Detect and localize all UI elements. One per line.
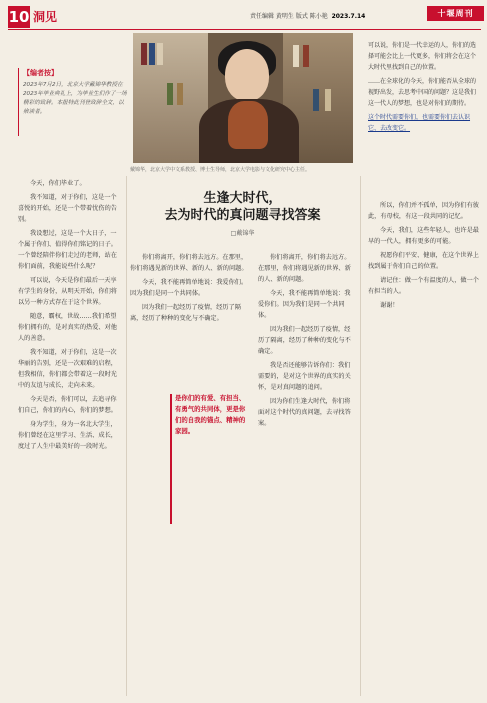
book-spine xyxy=(167,83,173,105)
paragraph: 今天，我不能再简单地说：我爱你们。因为我们是同一个共同体。 xyxy=(130,279,248,297)
page-number: 10 xyxy=(8,8,30,26)
book-spine xyxy=(177,83,183,105)
paragraph: 因为我们一起经历了疫情，经历了隔离，经历了种种的变化与不确定。 xyxy=(130,304,241,322)
paragraph: 可以说，今天是你们最后一天享有学生的身份，从明天开始，你们将以另一种方式存在于这个世界。 xyxy=(18,277,117,306)
issue-date: 2023.7.14 xyxy=(331,13,366,20)
paragraph: 我是否还能够告诉你们：我们需要的，是对这个世界的真实的关怀，是对真问题的追问。 xyxy=(258,362,351,391)
right-top-column xyxy=(368,40,480,137)
editor-note-title: 【编者按】 xyxy=(23,69,58,77)
pull-quote: 是你们的有爱、有担当、有勇气的共同体，更是你们的自我的锚点、精神的家园。 xyxy=(175,394,246,435)
paragraph: ……在全球化的今天，你们能否从全球的视野出发，去思考中国的问题？这是我们这一代人的梦想，也是对你们的期待。 xyxy=(368,78,477,107)
pull-quote-bar xyxy=(170,394,172,524)
paragraph: 所以，你们并不孤单，因为你们有彼此，有母校，有这一段共同的记忆。 xyxy=(368,202,479,220)
article-title-line1: 生逢大时代， xyxy=(203,191,282,206)
article-title-line2: 去为时代的真问题寻找答案 xyxy=(164,208,321,223)
paragraph: 谢谢！ xyxy=(380,302,399,309)
middle-column xyxy=(258,252,356,432)
paragraph: 因为你们生逢大时代，你们将面对这个时代的真问题，去寻找答案。 xyxy=(258,398,351,427)
paragraph: 祝愿你们平安、健康，在这个世界上找到属于你们自己的位置。 xyxy=(368,252,479,270)
column-divider xyxy=(126,176,127,696)
portrait-face xyxy=(225,49,269,101)
paragraph: 今天，我不能再简单地说：我爱你们。因为我们是同一个共同体。 xyxy=(258,290,351,319)
paragraph: 可以说，你们是一代幸运的人，你们的选择可能会比上一代更多，你们将会在这个大时代里找到自己的位置。 xyxy=(368,42,477,71)
book-spine xyxy=(325,89,331,111)
article-title xyxy=(130,190,355,224)
paragraph: 你们将离开，你们将去远方。在那里，你们将遇见新的世界、新的人、新的问题。 xyxy=(130,254,248,272)
right-column xyxy=(368,200,480,314)
column-divider xyxy=(360,176,361,696)
edition-meta xyxy=(250,11,365,20)
portrait-scarf xyxy=(228,101,268,149)
paragraph: 今天，我们，这些年轻人，也许是最早的一代人，拥有更多的可能。 xyxy=(368,227,479,245)
book-spine xyxy=(303,45,309,67)
paragraph: 你们将离开，你们将去远方。在那里，你们将遇见新的世界、新的人、新的问题。 xyxy=(258,254,351,283)
editor-note-body: 2023年7月2日，北京大学戴锦华教授在2023年毕业典礼上，为毕业生们作了一场精彩的致辞。本报特此刊登致辞全文，以飨读者。 xyxy=(23,82,127,115)
editor-note xyxy=(18,68,127,136)
article-byline: □戴锦华 xyxy=(230,230,255,237)
book-spine xyxy=(313,89,319,111)
section-title: 洞见 xyxy=(33,10,58,24)
book-spine xyxy=(157,43,163,65)
left-column xyxy=(18,178,122,455)
center-column xyxy=(130,252,252,327)
paragraph: 我设想过，这是一个大日子，一个属于你们、值得你们铭记的日子。一个曾经陪伴你们走过的老师，站在你们面前，我能说些什么呢？ xyxy=(18,230,117,270)
paragraph: 今天是否，你们可以，去追寻你们自己，你们的内心，你们的梦想。 xyxy=(18,396,117,414)
book-spine xyxy=(293,45,299,67)
book-spine xyxy=(149,43,155,65)
portrait-photo xyxy=(133,33,353,163)
paragraph: 身为学生，身为一名北大学生，你们曾经在这里学习、生活、成长，度过了人生中最美好的一段时光。 xyxy=(18,421,117,450)
paragraph: 请记住：做一个有温度的人，做一个有担当的人。 xyxy=(368,277,479,295)
newspaper-logo: 十堰周刊 xyxy=(427,6,484,21)
paragraph: 我不知道，对于你们，这是一次华丽的告别，还是一次艰难的启程，但我相信，你们都会带着这一段时光中的友谊与成长，走向未来。 xyxy=(18,349,117,389)
paragraph: 随意，霸权，世故……我们希望你们拥有的，是对真实的热爱、对他人的善意。 xyxy=(18,313,117,342)
paragraph: 我不知道，对于你们，这是一个喜悦的开始，还是一个带着忧伤的告别。 xyxy=(18,194,117,223)
editor-credits: 责任编辑 黄明生 版式 陈小艳 xyxy=(250,13,328,20)
book-spine xyxy=(141,43,147,65)
paragraph: 今天，你们毕业了。 xyxy=(30,180,86,187)
highlighted-paragraph: 这个时代需要你们，也需要你们去认识它、去改变它。 xyxy=(368,114,471,132)
header-rule xyxy=(8,29,481,30)
photo-caption: 戴锦华，北京大学中文系教授、博士生导师，北京大学电影与文化研究中心主任。 xyxy=(130,167,311,173)
paragraph: 因为我们一起经历了疫情，经历了隔离，经历了种种的变化与不确定。 xyxy=(258,326,351,355)
